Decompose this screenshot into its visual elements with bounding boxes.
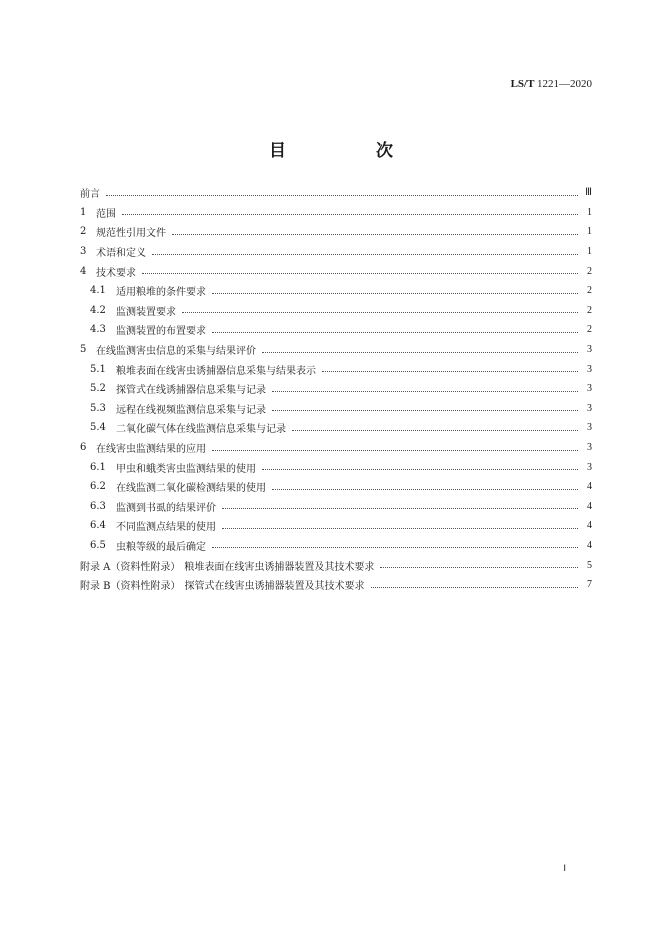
toc-entry-number: 5: [80, 344, 87, 356]
toc-entry-page: 4: [587, 481, 592, 493]
toc-entry-page: 5: [587, 559, 592, 571]
toc-entry-page: 1: [587, 206, 592, 218]
toc-dot-leader: [142, 272, 578, 274]
toc-dot-leader: [212, 449, 578, 451]
toc-entry-number: 6.2: [90, 481, 106, 493]
toc-dot-leader: [262, 351, 578, 353]
toc-entry-page: 3: [587, 402, 592, 414]
standard-number: 1221—2020: [537, 78, 592, 90]
toc-entry-page: 1: [587, 246, 592, 258]
toc-entry[interactable]: [80, 477, 592, 497]
toc-dot-leader: [272, 390, 578, 392]
toc-entry-page: 2: [587, 324, 592, 336]
toc-appendix-label: 附录 A（资料性附录）: [80, 561, 181, 573]
toc-entry-number: 6.4: [90, 520, 106, 532]
toc-dot-leader: [212, 546, 578, 548]
toc-entry-page: 4: [587, 520, 592, 532]
standard-prefix: LS/T: [510, 78, 535, 90]
toc-entry-title: 监测装置的布置要求: [116, 326, 206, 338]
toc-entry-title: 探管式在线诱捕器信息采集与记录: [116, 385, 266, 397]
toc-entry[interactable]: [80, 457, 592, 477]
toc-entry[interactable]: [80, 555, 592, 575]
toc-entry-page: 3: [587, 461, 592, 473]
toc-dot-leader: [222, 527, 578, 529]
toc-dot-leader: [380, 566, 578, 568]
toc-entry-title: 不同监测点结果的使用: [116, 522, 216, 534]
toc-entry-title: 前言: [80, 189, 100, 201]
toc-dot-leader: [371, 586, 578, 588]
toc-dot-leader: [272, 409, 578, 411]
toc-entry[interactable]: [80, 340, 592, 360]
toc-entry-number: 5.1: [90, 363, 106, 375]
toc-entry-number: 6.5: [90, 539, 106, 551]
toc-entry[interactable]: [80, 301, 592, 321]
toc-entry-title: 监测装置要求: [116, 306, 176, 318]
toc-entry-title: 甲虫和蛾类害虫监测结果的使用: [116, 463, 256, 475]
toc-dot-leader: [222, 507, 578, 509]
toc-entry[interactable]: [80, 242, 592, 262]
toc-entry-page: 3: [587, 442, 592, 454]
toc-dot-leader: [152, 253, 578, 255]
toc-entry-number: 4: [80, 265, 87, 277]
toc-entry[interactable]: [80, 379, 592, 399]
toc-entry-number: 5.4: [90, 422, 106, 434]
toc-entry-title: 探管式在线害虫诱捕器装置及其技术要求: [184, 581, 365, 593]
toc-entry-number: 6.3: [90, 500, 106, 512]
toc-dot-leader: [212, 292, 578, 294]
toc-dot-leader: [122, 213, 578, 215]
toc-dot-leader: [262, 468, 578, 470]
toc-entry[interactable]: [80, 399, 592, 419]
toc-entry-page: 4: [587, 539, 592, 551]
standard-code: [511, 78, 592, 90]
toc-entry-page: Ⅲ: [585, 187, 592, 199]
toc-entry-title: 规范性引用文件: [96, 228, 166, 240]
toc-appendix-label: 附录 B（资料性附录）: [80, 581, 181, 593]
toc-entry-number: 5.2: [90, 383, 106, 395]
toc-entry-page: 3: [587, 363, 592, 375]
toc-entry-title: 虫粮等级的最后确定: [116, 541, 206, 553]
toc-entry-number: 6: [80, 442, 87, 454]
toc-entry[interactable]: [80, 418, 592, 438]
toc-entry-page: 4: [587, 500, 592, 512]
toc-entry-page: 2: [587, 304, 592, 316]
toc-entry-title: 监测到书虱的结果评价: [116, 502, 216, 514]
toc-entry-number: 5.3: [90, 402, 106, 414]
toc-dot-leader: [212, 331, 578, 333]
toc-entry[interactable]: [80, 261, 592, 281]
toc-entry-number: 4.1: [90, 285, 106, 297]
toc-entry[interactable]: [80, 320, 592, 340]
toc-entry-number: 2: [80, 226, 87, 238]
toc-entry-page: 7: [587, 579, 592, 591]
toc-entry-page: 3: [587, 422, 592, 434]
toc-entry[interactable]: [80, 438, 592, 458]
toc-entry-page: 1: [587, 226, 592, 238]
toc-entry-title: 技术要求: [96, 267, 136, 279]
toc-dot-leader: [272, 488, 578, 490]
page-number: Ⅰ: [563, 863, 566, 873]
toc-entry-title: 适用粮堆的条件要求: [116, 287, 206, 299]
toc-dot-leader: [106, 194, 578, 196]
toc-entry-title: 在线监测二氧化碳检测结果的使用: [116, 483, 266, 495]
toc-entry[interactable]: [80, 359, 592, 379]
toc-entry-title: 范围: [96, 208, 116, 220]
toc-entry-number: 1: [80, 206, 87, 218]
toc-title: 目 次: [269, 141, 435, 161]
toc-entry-title: 术语和定义: [96, 248, 146, 260]
toc-entry-title: 在线监测害虫信息的采集与结果评价: [96, 346, 256, 358]
toc-entry[interactable]: [80, 183, 592, 203]
toc-entry[interactable]: [80, 497, 592, 517]
table-of-contents: [80, 183, 592, 594]
toc-entry-number: 3: [80, 246, 87, 258]
toc-entry-title: 粮堆表面在线害虫诱捕器装置及其技术要求: [184, 561, 375, 573]
toc-entry[interactable]: [80, 536, 592, 556]
toc-entry[interactable]: [80, 281, 592, 301]
toc-entry-page: 2: [587, 265, 592, 277]
toc-entry-title: 粮堆表面在线害虫诱捕器信息采集与结果表示: [116, 365, 316, 377]
toc-entry-title: 远程在线视频监测信息采集与记录: [116, 404, 266, 416]
toc-entry-page: 3: [587, 344, 592, 356]
toc-entry-number: 6.1: [90, 461, 106, 473]
toc-entry-title: 二氧化碳气体在线监测信息采集与记录: [116, 424, 286, 436]
toc-entry-page: 3: [587, 383, 592, 395]
toc-dot-leader: [322, 370, 578, 372]
toc-entry[interactable]: [80, 575, 592, 595]
toc-entry-page: 2: [587, 285, 592, 297]
toc-entry-title: 在线害虫监测结果的应用: [96, 444, 206, 456]
toc-entry[interactable]: [80, 516, 592, 536]
toc-entry[interactable]: [80, 203, 592, 223]
toc-dot-leader: [172, 233, 578, 235]
toc-entry-number: 4.3: [90, 324, 106, 336]
toc-dot-leader: [182, 311, 578, 313]
toc-entry-number: 4.2: [90, 304, 106, 316]
toc-dot-leader: [292, 429, 578, 431]
toc-entry[interactable]: [80, 222, 592, 242]
